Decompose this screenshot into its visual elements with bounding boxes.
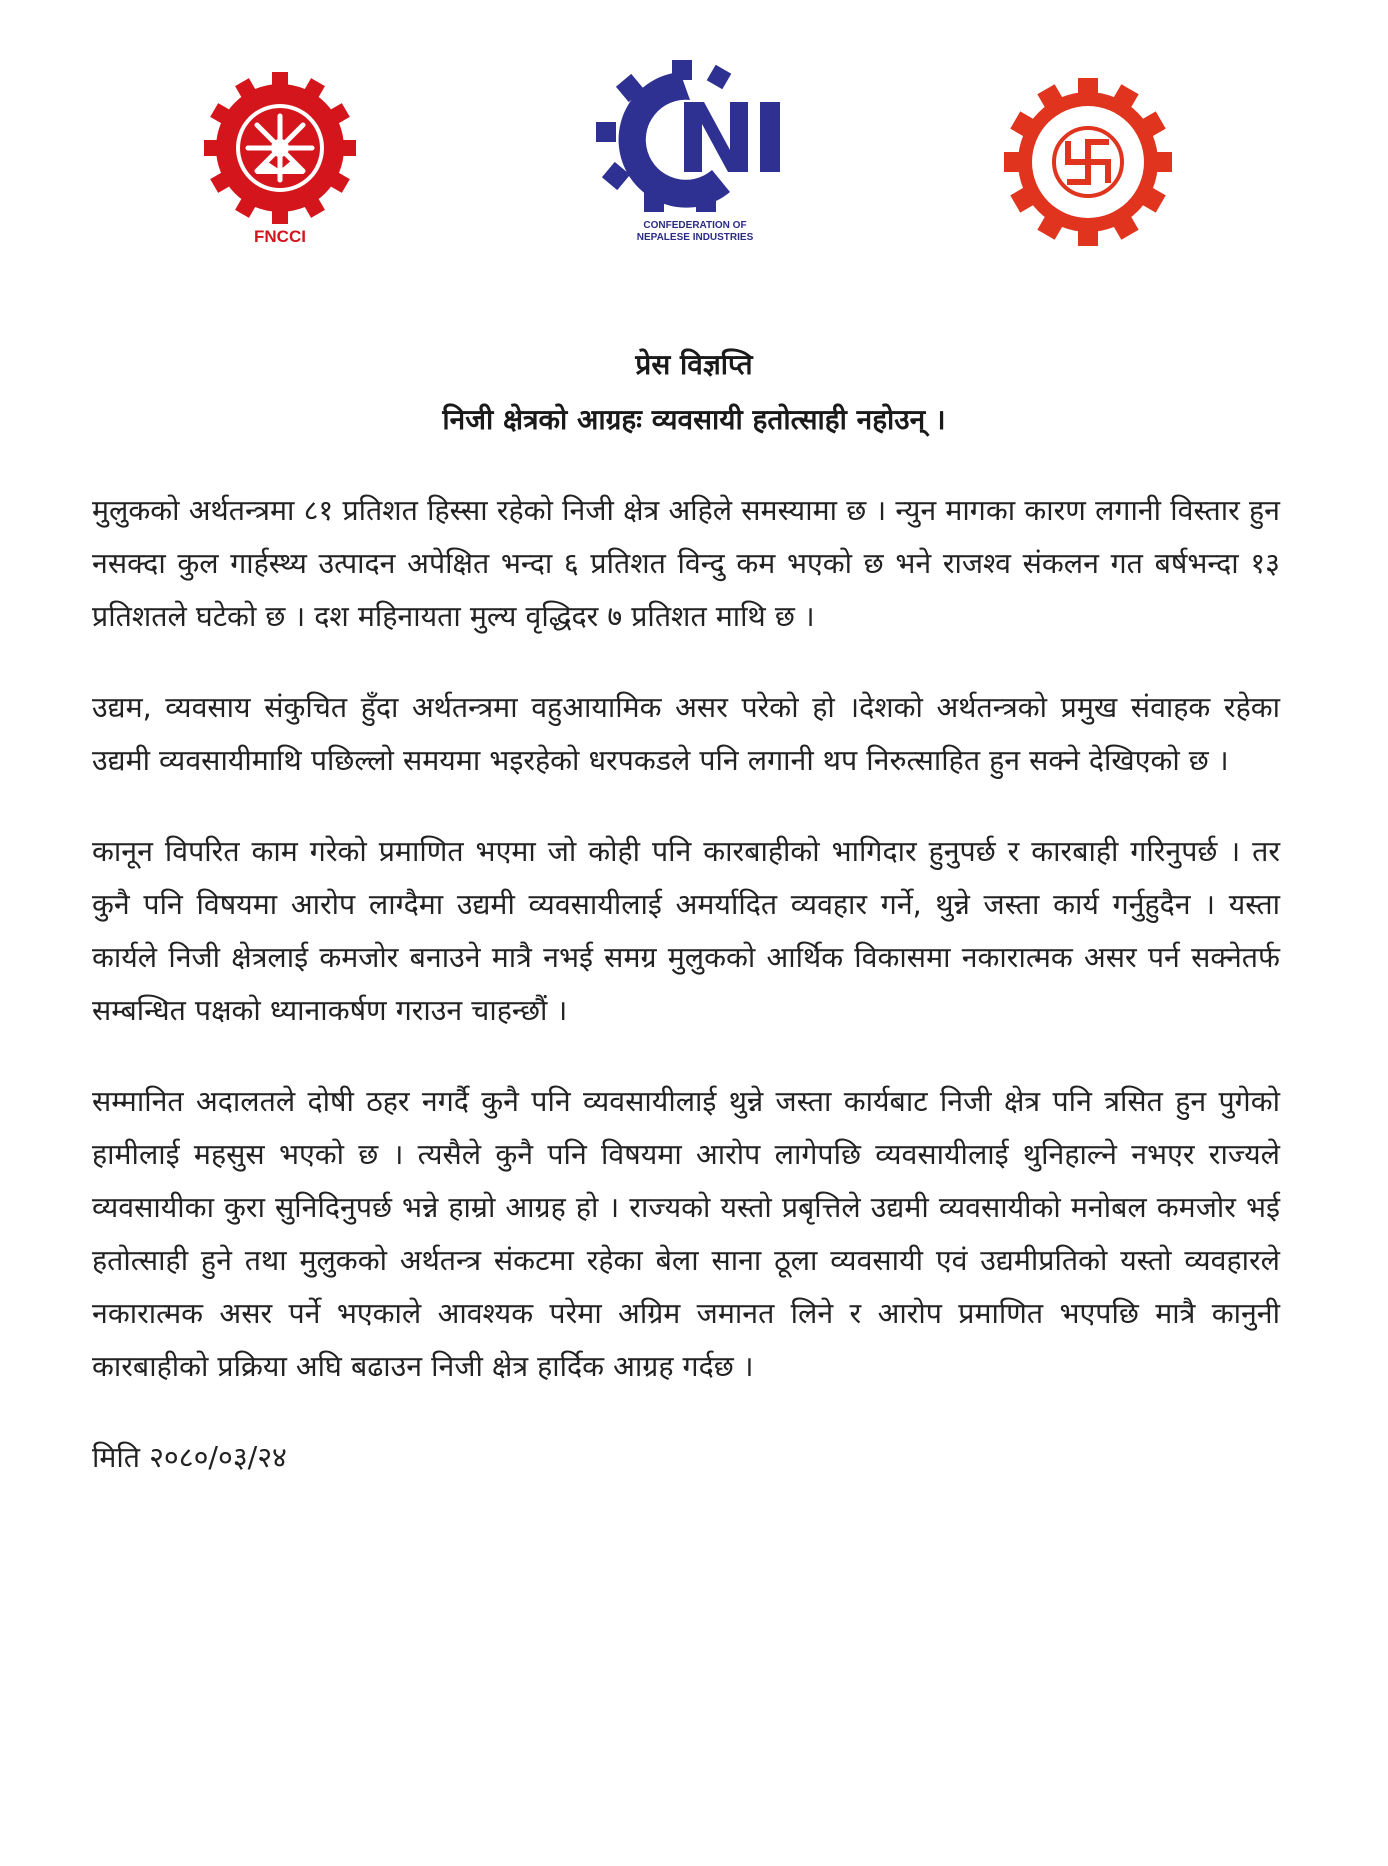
nepal-chamber-logo	[998, 72, 1178, 252]
paragraph-4: सम्मानित अदालतले दोषी ठहर नगर्दै कुनै पनि व्यवसायीलाई थुन्ने जस्ता कार्यबाट निजी क्षेत्र पनि त्रसित हुन पुगेको हामीलाई महसुस भएको छ । त्यसैले कुनै पनि विषयमा आरोप लागेपछि व्यवसायीलाई थुनिहाल्ने नभएर राज्यले व्यवसायीका कुरा सुनिदिनुपर्छ भन्ने हाम्रो आग्रह हो । राज्यको यस्तो प्रबृत्तिले उद्यमी व्यवसायीको मनोबल कमजोर भई हतोत्साही हुने तथा मुलुकको अर्थतन्त्र संकटमा रहेका बेला साना ठूला व्यवसायी एवं उद्यमीप्रतिको यस्तो व्यवहारले नकारात्मक असर पर्ने भएकाले आवश्यक परेमा अग्रिम जमानत लिने र आरोप प्रमाणित भएपछि मात्रै कानुनी कारबाहीको प्रक्रिया अघि बढाउन निजी क्षेत्र हार्दिक आग्रह गर्दछ ।	[92, 1085, 1280, 1383]
press-release-heading: प्रेस विज्ञप्ति	[635, 348, 753, 381]
paragraph-2: उद्यम, व्यवसाय संकुचित हुँदा अर्थतन्त्रमा वहुआयामिक असर परेको हो ।देशको अर्थतन्त्रको प्रमुख संवाहक रहेका उद्यमी व्यवसायीमाथि पछिल्लो समयमा भइरहेको धरपकडले पनि लगानी थप निरुत्साहित हुन सक्ने देखिएको छ ।	[92, 691, 1280, 777]
paragraph-1: मुलुकको अर्थतन्त्रमा ८१ प्रतिशत हिस्सा रहेको निजी क्षेत्र अहिले समस्यामा छ । न्युन मागका कारण लगानी विस्तार हुन नसक्दा कुल गार्हस्थ्य उत्पादन अपेक्षित भन्दा ६ प्रतिशत विन्दु कम भएको छ भने राजश्व संकलन गत बर्षभन्दा १३ प्रतिशतले घटेको छ । दश महिनायता मुल्य वृद्धिदर ७ प्रतिशत माथि छ ।	[92, 494, 1280, 633]
logo-header	[0, 0, 1388, 260]
svg-text:FNCCI: FNCCI	[254, 227, 306, 246]
release-date: मिति २०८०/०३/२४	[92, 1441, 287, 1474]
press-release-subheading: निजी क्षेत्रको आग्रहः व्यवसायी हतोत्साही नहोउन् ।	[442, 403, 946, 436]
fncci-logo	[190, 66, 370, 246]
press-release-body	[92, 484, 1280, 1484]
cni-logo	[580, 60, 810, 250]
paragraph-3: कानून विपरित काम गरेको प्रमाणित भएमा जो कोही पनि कारबाहीको भागिदार हुनुपर्छ र कारबाही गरिनुपर्छ । तर कुनै पनि विषयमा आरोप लाग्दैमा उद्यमी व्यवसायीलाई अमर्यादित व्यवहार गर्ने, थुन्ने जस्ता कार्य गर्नुहुदैन । यस्ता कार्यले निजी क्षेत्रलाई कमजोर बनाउने मात्रै नभई समग्र मुलुकको आर्थिक विकासमा नकारात्मक असर पर्न सक्नेतर्फ सम्बन्धित पक्षको ध्यानाकर्षण गराउन चाहन्छौं ।	[92, 835, 1280, 1027]
cni-gear-icon	[580, 60, 810, 220]
cni-subtitle: CONFEDERATION OF NEPALESE INDUSTRIES	[636, 220, 754, 243]
nepal-chamber-gear-icon	[998, 72, 1178, 252]
fncci-emblem-icon	[190, 66, 370, 246]
